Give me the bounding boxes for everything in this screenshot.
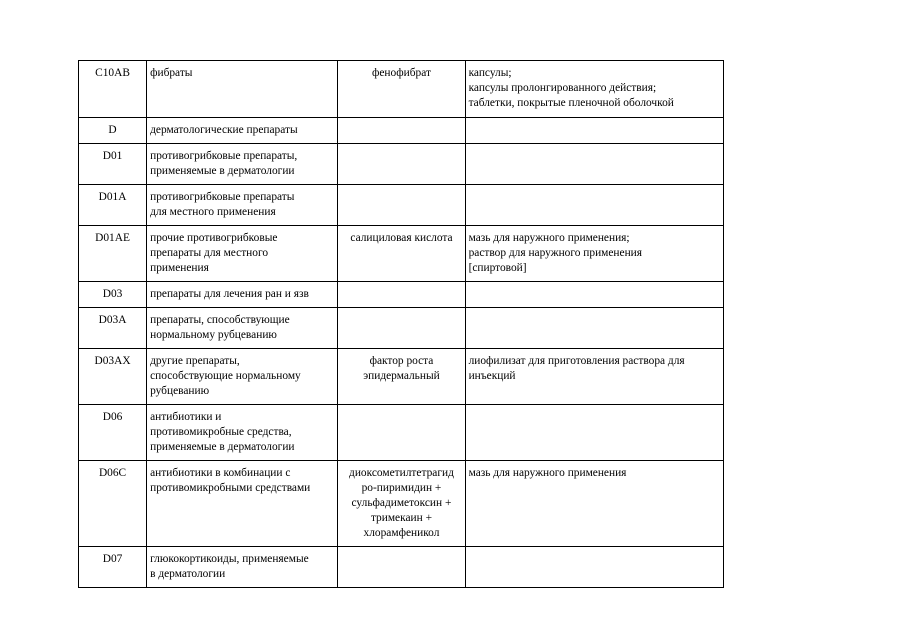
group-name-cell [147, 308, 338, 349]
inn-name-line: фенофибрат [372, 67, 431, 79]
dosage-form-cell [465, 61, 723, 118]
group-name-cell [147, 226, 338, 282]
group-name-line: антибиотики в комбинации с [150, 467, 291, 479]
group-name-cell [147, 282, 338, 308]
inn-name-cell [338, 282, 465, 308]
inn-name-line: тримекаин + [370, 512, 432, 524]
group-name-line: другие препараты, [150, 355, 240, 367]
atc-code: D01AE [95, 232, 130, 244]
dosage-form-cell [465, 547, 723, 588]
dosage-form-cell [465, 185, 723, 226]
inn-name-cell [338, 547, 465, 588]
dosage-form-cell [465, 405, 723, 461]
group-name-cell [147, 547, 338, 588]
atc-code-cell [79, 185, 147, 226]
inn-name-line: ро-пиримидин + [361, 482, 442, 494]
atc-code-cell [79, 405, 147, 461]
atc-code-cell [79, 308, 147, 349]
group-name-cell [147, 461, 338, 547]
table-row [79, 308, 724, 349]
dosage-form-line: раствор для наружного применения [468, 247, 643, 259]
atc-code: D03AX [94, 355, 131, 367]
group-name-cell [147, 144, 338, 185]
inn-name-line: хлорамфеникол [363, 527, 440, 539]
atc-code-cell [79, 461, 147, 547]
group-name-line: применяемые в дерматологии [150, 441, 295, 453]
group-name-cell [147, 118, 338, 144]
dosage-form-cell [465, 118, 723, 144]
dosage-form-line: капсулы; [468, 67, 512, 79]
group-name-line: препараты для лечения ран и язв [150, 288, 309, 300]
group-name-line: нормальному рубцеванию [150, 329, 277, 341]
dosage-form-line: мазь для наружного применения [468, 467, 627, 479]
atc-code: D01A [98, 191, 127, 203]
inn-name-cell [338, 405, 465, 461]
dosage-form-cell [465, 226, 723, 282]
table-row [79, 282, 724, 308]
table-row [79, 349, 724, 405]
atc-code: D06 [102, 411, 123, 423]
dosage-form-cell [465, 308, 723, 349]
group-name-line: фибраты [150, 67, 193, 79]
group-name-line: применения [150, 262, 209, 274]
atc-code-cell [79, 547, 147, 588]
inn-name-line: эпидермальный [363, 370, 440, 382]
group-name-line: противомикробные средства, [150, 426, 292, 438]
group-name-line: способствующие нормальному [150, 370, 301, 382]
atc-code: D06C [98, 467, 127, 479]
group-name-line: антибиотики и [150, 411, 222, 423]
inn-name-line: сульфадиметоксин + [351, 497, 452, 509]
group-name-line: для местного применения [150, 206, 276, 218]
group-name-cell [147, 61, 338, 118]
atc-code-cell [79, 226, 147, 282]
dosage-form-line: инъекций [468, 370, 516, 382]
table-row [79, 144, 724, 185]
group-name-line: противомикробными средствами [150, 482, 311, 494]
inn-name-cell [338, 461, 465, 547]
atc-code-cell [79, 144, 147, 185]
inn-name-line: салициловая кислота [350, 232, 453, 244]
dosage-form-line: мазь для наружного применения; [468, 232, 630, 244]
dosage-form-cell [465, 282, 723, 308]
group-name-line: прочие противогрибковые [150, 232, 278, 244]
group-name-line: противогрибковые препараты [150, 191, 295, 203]
dosage-form-line: таблетки, покрытые пленочной оболочкой [468, 97, 674, 109]
atc-code: D03 [102, 288, 123, 300]
table-row [79, 461, 724, 547]
atc-code-cell [79, 282, 147, 308]
inn-name-cell [338, 308, 465, 349]
dosage-form-line: [спиртовой] [468, 262, 527, 274]
drug-classification-table [78, 60, 724, 588]
inn-name-cell [338, 185, 465, 226]
atc-code: D01 [102, 150, 123, 162]
atc-code: D03A [98, 314, 127, 326]
dosage-form-cell [465, 349, 723, 405]
inn-name-cell [338, 144, 465, 185]
dosage-form-cell [465, 144, 723, 185]
inn-name-cell [338, 61, 465, 118]
table-body [79, 61, 724, 588]
dosage-form-line: лиофилизат для приготовления раствора для [468, 355, 685, 367]
table-row [79, 547, 724, 588]
group-name-line: дерматологические препараты [150, 124, 298, 136]
table-row [79, 185, 724, 226]
group-name-line: противогрибковые препараты, [150, 150, 298, 162]
group-name-cell [147, 185, 338, 226]
inn-name-cell [338, 349, 465, 405]
group-name-line: глюкокортикоиды, применяемые [150, 553, 309, 565]
group-name-cell [147, 349, 338, 405]
table-row [79, 61, 724, 118]
group-name-line: в дерматологии [150, 568, 226, 580]
inn-name-line: диоксометилтетрагид [349, 467, 454, 479]
dosage-form-cell [465, 461, 723, 547]
inn-name-cell [338, 226, 465, 282]
dosage-form-line: капсулы пролонгированного действия; [468, 82, 657, 94]
group-name-line: препараты для местного [150, 247, 269, 259]
atc-code: D [108, 124, 117, 136]
group-name-line: препараты, способствующие [150, 314, 290, 326]
inn-name-cell [338, 118, 465, 144]
atc-code: D07 [102, 553, 123, 565]
group-name-line: применяемые в дерматологии [150, 165, 295, 177]
atc-code-cell [79, 349, 147, 405]
table-row [79, 405, 724, 461]
atc-code-cell [79, 118, 147, 144]
table-row [79, 118, 724, 144]
atc-code: C10AB [95, 67, 130, 79]
atc-code-cell [79, 61, 147, 118]
inn-name-line: фактор роста [369, 355, 434, 367]
group-name-line: рубцеванию [150, 385, 210, 397]
table-row [79, 226, 724, 282]
group-name-cell [147, 405, 338, 461]
